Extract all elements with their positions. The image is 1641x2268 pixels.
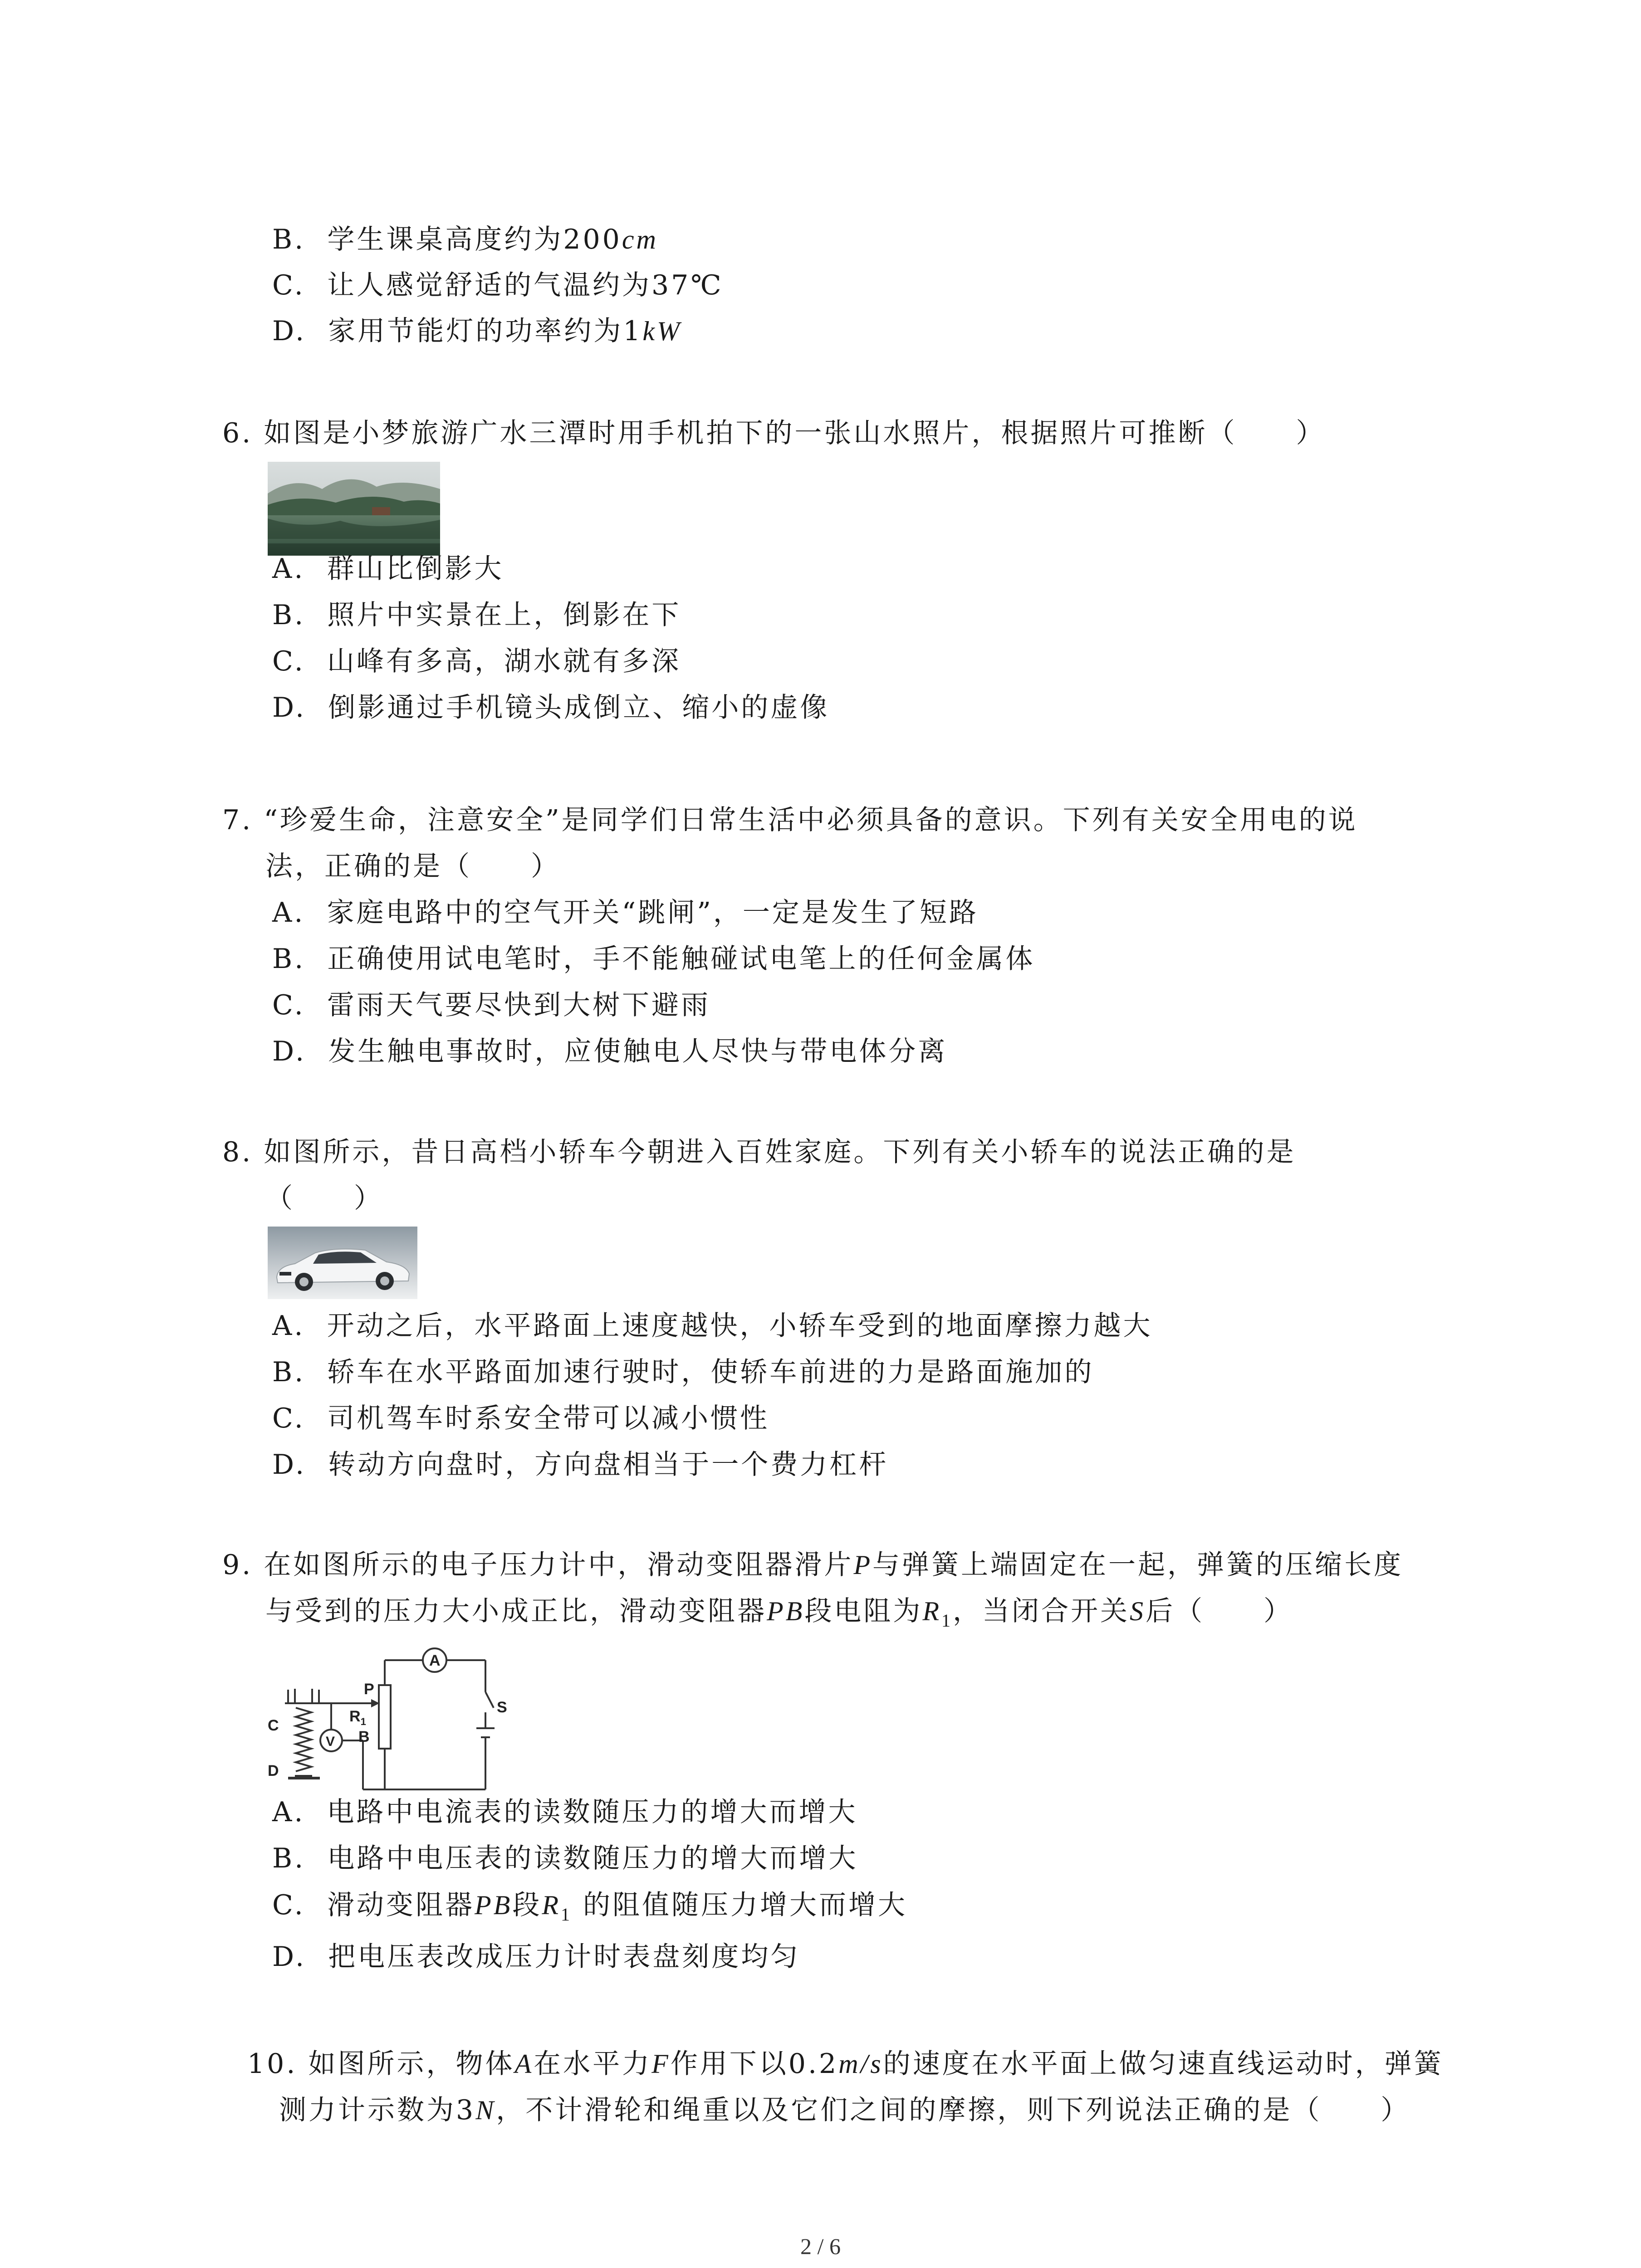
q7-option-d: D. 发生触电事故时，应使触电人尽快与带电体分离 bbox=[272, 1036, 948, 1067]
q7-option-c: C. 雷雨天气要尽快到大树下避雨 bbox=[272, 989, 710, 1021]
q8-stem-line2: （ ） bbox=[265, 1183, 383, 1214]
pressure-gauge-circuit-diagram bbox=[263, 1640, 517, 1796]
q10-stem-line1: 10. 如图所示，物体A在水平力F作用下以0.2m/s的速度在水平面上做匀速直线运动时，弹簧 bbox=[247, 2048, 1444, 2080]
car-photo bbox=[268, 1227, 417, 1299]
slider-p-label: P bbox=[364, 1681, 374, 1698]
q8-stem-line1: 8. 如图所示，昔日高档小轿车今朝进入百姓家庭。下列有关小轿车的说法正确的是 bbox=[222, 1136, 1296, 1168]
q6-option-a: A. 群山比倒影大 bbox=[272, 553, 504, 585]
point-b-label: B bbox=[358, 1728, 370, 1745]
switch-s-label: S bbox=[497, 1699, 507, 1716]
q5-option-c: C. 让人感觉舒适的气温约为37℃ bbox=[272, 269, 724, 301]
q7-option-b: B. 正确使用试电笔时，手不能触碰试电笔上的任何金属体 bbox=[272, 943, 1035, 975]
voltmeter-label: V bbox=[326, 1734, 335, 1749]
q7-option-a: A. 家庭电路中的空气开关“跳闸”，一定是发生了短路 bbox=[272, 897, 979, 929]
q6-stem: 6. 如图是小梦旅游广水三潭时用手机拍下的一张山水照片，根据照片可推断（ ） bbox=[222, 417, 1326, 449]
lake-photo bbox=[268, 462, 440, 556]
page-number: 2 / 6 bbox=[800, 2234, 841, 2259]
q9-option-c: C. 滑动变阻器PB段$R_1$ 的阻值随压力增大而增大 bbox=[272, 1889, 908, 1925]
q8-option-d: D. 转动方向盘时，方向盘相当于一个费力杠杆 bbox=[272, 1449, 889, 1481]
r1-label: $R_1$ bbox=[349, 1708, 366, 1727]
point-c-label: C bbox=[268, 1717, 279, 1734]
q7-stem-line1: 7. “珍爱生命，注意安全”是同学们日常生活中必须具备的意识。下列有关安全用电的说 bbox=[222, 804, 1358, 836]
q8-option-a: A. 开动之后，水平路面上速度越快，小轿车受到的地面摩擦力越大 bbox=[272, 1310, 1153, 1342]
q8-option-b: B. 轿车在水平路面加速行驶时，使轿车前进的力是路面施加的 bbox=[272, 1356, 1094, 1388]
point-d-label: D bbox=[268, 1762, 279, 1779]
q10-stem-line2: 测力计示数为3N，不计滑轮和绳重以及它们之间的摩擦，则下列说法正确的是（ ） bbox=[279, 2094, 1411, 2126]
q7-stem-line2: 法，正确的是（ ） bbox=[265, 850, 560, 882]
q5-option-d: D. 家用节能灯的功率约为1kW bbox=[272, 315, 682, 347]
q6-option-d: D. 倒影通过手机镜头成倒立、缩小的虚像 bbox=[272, 692, 830, 723]
q9-stem-line2: 与受到的压力大小成正比，滑动变阻器PB段电阻为$R_1$，当闭合开关S后（ ） bbox=[265, 1595, 1293, 1631]
q6-option-c: C. 山峰有多高，湖水就有多深 bbox=[272, 645, 681, 677]
q6-option-b: B. 照片中实景在上，倒影在下 bbox=[272, 599, 681, 631]
q8-option-c: C. 司机驾车时系安全带可以减小惯性 bbox=[272, 1403, 769, 1434]
q9-stem-line1: 9. 在如图所示的电子压力计中，滑动变阻器滑片P与弹簧上端固定在一起，弹簧的压缩长度 bbox=[222, 1549, 1403, 1581]
ammeter-label: A bbox=[429, 1652, 441, 1669]
q5-option-b: B. 学生课桌高度约为200cm bbox=[272, 224, 658, 255]
q9-option-b: B. 电路中电压表的读数随压力的增大而增大 bbox=[272, 1843, 858, 1874]
q9-option-a: A. 电路中电流表的读数随压力的增大而增大 bbox=[272, 1796, 858, 1828]
q9-option-d: D. 把电压表改成压力计时表盘刻度均匀 bbox=[272, 1941, 800, 1973]
